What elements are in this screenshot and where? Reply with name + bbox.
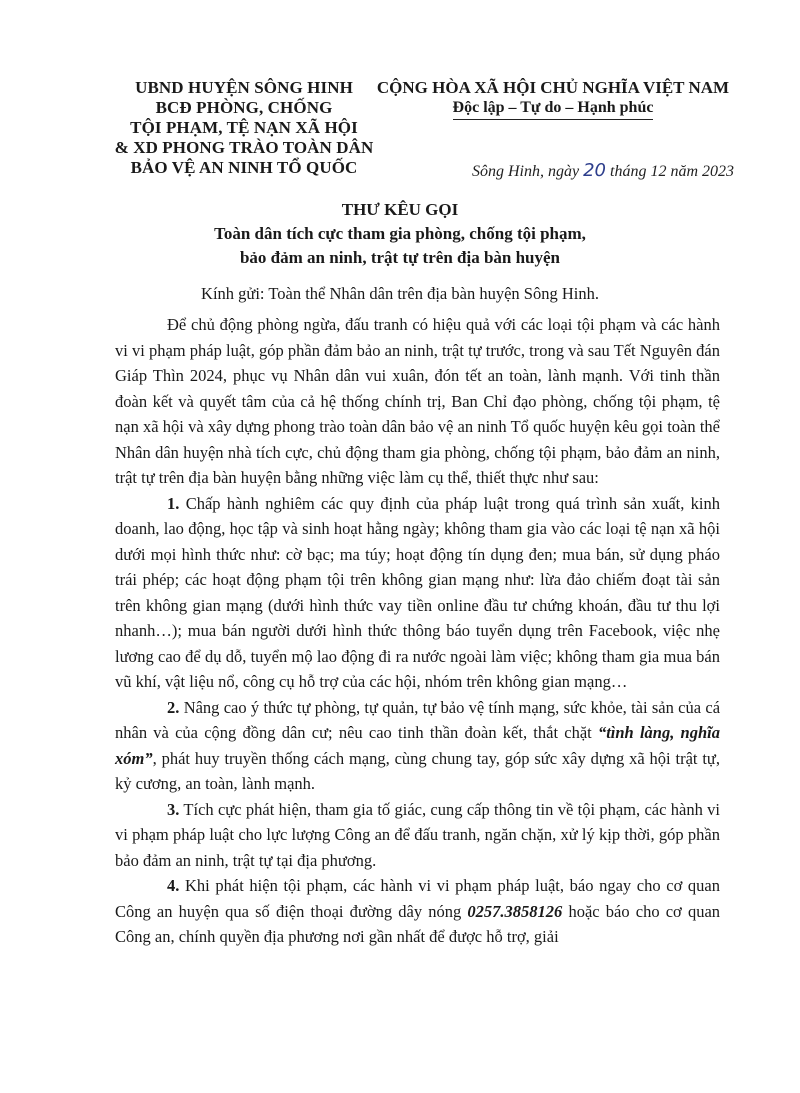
item-text: Tích cực phát hiện, tham gia tố giác, cung cấp thông tin về tội phạm, các hành vi vi phạm pháp luật cho lực lượng Công an để đấu tranh, ngăn chặn, xử lý kịp thời, góp phần bảo đảm an ninh, trật tự tại địa phương. <box>115 799 721 870</box>
salutation: Kính gửi: Toàn thể Nhân dân trên địa bàn huyện Sông Hinh. <box>201 284 599 303</box>
document-title <box>0 198 800 270</box>
item-text: , phát huy truyền thống cách mạng, cùng chung tay, góp sức xây dựng xã hội trật tự, kỷ cương, an toàn, lành mạnh. <box>115 748 720 793</box>
date-prefix: Sông Hinh, ngày <box>471 163 580 180</box>
letter-body <box>115 300 720 950</box>
item-number: 3. <box>167 799 180 819</box>
intro-paragraph: Để chủ động phòng ngừa, đấu tranh có hiệu quả với các loại tội phạm và các hành vi vi phạm pháp luật, góp phần đảm bảo an ninh, trật tự trước, trong và sau Tết Nguyên đán Giáp Thìn 2024, phục vụ Nhân dân vui xuân, đón tết an toàn, lành mạnh. Với tinh thần đoàn kết và quyết tâm của cả hệ thống chính trị, Ban Chỉ đạo phòng, chống tội phạm, tệ nạn xã hội và xây dựng phong trào toàn dân bảo vệ an ninh Tổ quốc huyện kêu gọi toàn thể Nhân dân huyện nhà tích cực, chủ động tham gia phòng, chống tội phạm, bảo đảm an ninh, trật tự trên địa bàn huyện bằng những việc làm cụ thể, thiết thực như sau: <box>115 315 720 487</box>
org-line: BẢO VỆ AN NINH TỔ QUỐC <box>130 158 358 177</box>
title-subtitle-1: Toàn dân tích cực tham gia phòng, chống tội phạm, <box>214 224 586 243</box>
item-2 <box>115 695 720 797</box>
item-text: Khi phát hiện tội phạm, các hành vi vi phạm pháp luật, báo ngay cho cơ quan Công an huyện qua số điện thoại đường dây nóng <box>115 876 721 921</box>
item-1 <box>115 491 720 695</box>
hotline-number: 0257.3858126 <box>467 901 563 921</box>
title-main: THƯ KÊU GỌI <box>341 200 459 219</box>
item-3 <box>115 797 720 874</box>
date-place <box>472 160 734 181</box>
date-suffix: tháng 12 năm 2023 <box>610 163 734 180</box>
item-text: Chấp hành nghiêm các quy định của pháp luật trong quá trình sản xuất, kinh doanh, lao động, học tập và sinh hoạt hằng ngày; không tham gia vào các loại tệ nạn xã hội dưới mọi hình thức như: cờ bạc; ma túy; hoạt động tín dụng đen; mua bán, sử dụng pháo trái phép; các hoạt động phạm tội trên không gian mạng như: lừa đảo chiếm đoạt tài sản trên không gian mạng (dưới hình thức vay tiền online đầu tư chứng khoán, đầu tư thu lợi nhanh…); mua bán người dưới hình thức thông báo tuyển dụng trên Facebook, việc nhẹ lương cao để dụ dỗ, tuyển mộ lao động đi ra nước ngoài làm việc; không tham gia mua bán vũ khí, vật liệu nổ, công cụ hỗ trợ của các hội, nhóm trên không gian mạng… <box>115 493 721 691</box>
org-line: UBND HUYỆN SÔNG HINH <box>135 78 353 97</box>
date-day-handwritten: 20 <box>583 160 606 181</box>
item-number: 4. <box>167 876 180 895</box>
nation-name: CỘNG HÒA XÃ HỘI CHỦ NGHĨA VIỆT NAM <box>376 78 730 97</box>
item-text: Nâng cao ý thức tự phòng, tự quản, tự bảo vệ tính mạng, sức khỏe, tài sản của cá nhân và của cộng đồng dân cư; nêu cao tinh thần đoàn kết, thắt chặt <box>115 697 721 742</box>
emphasized-quote: “tình làng, nghĩa xóm” <box>115 723 720 768</box>
national-motto: Độc lập – Tự do – Hạnh phúc <box>453 98 654 120</box>
org-line: & XD PHONG TRÀO TOÀN DÂN <box>114 138 374 157</box>
item-number: 2. <box>167 697 180 717</box>
org-line: BCĐ PHÒNG, CHỐNG <box>155 98 333 117</box>
national-heading <box>370 78 736 120</box>
issuing-organization <box>94 78 394 178</box>
item-4 <box>115 873 720 950</box>
item-text: hoặc báo cho cơ quan Công an, chính quyền địa phương nơi gần nhất để được hỗ trợ, giải <box>115 901 721 946</box>
item-number: 1. <box>167 493 180 513</box>
title-subtitle-2: bảo đảm an ninh, trật tự trên địa bàn huyện <box>239 248 561 267</box>
org-line: TỘI PHẠM, TỆ NẠN XÃ HỘI <box>130 118 358 137</box>
